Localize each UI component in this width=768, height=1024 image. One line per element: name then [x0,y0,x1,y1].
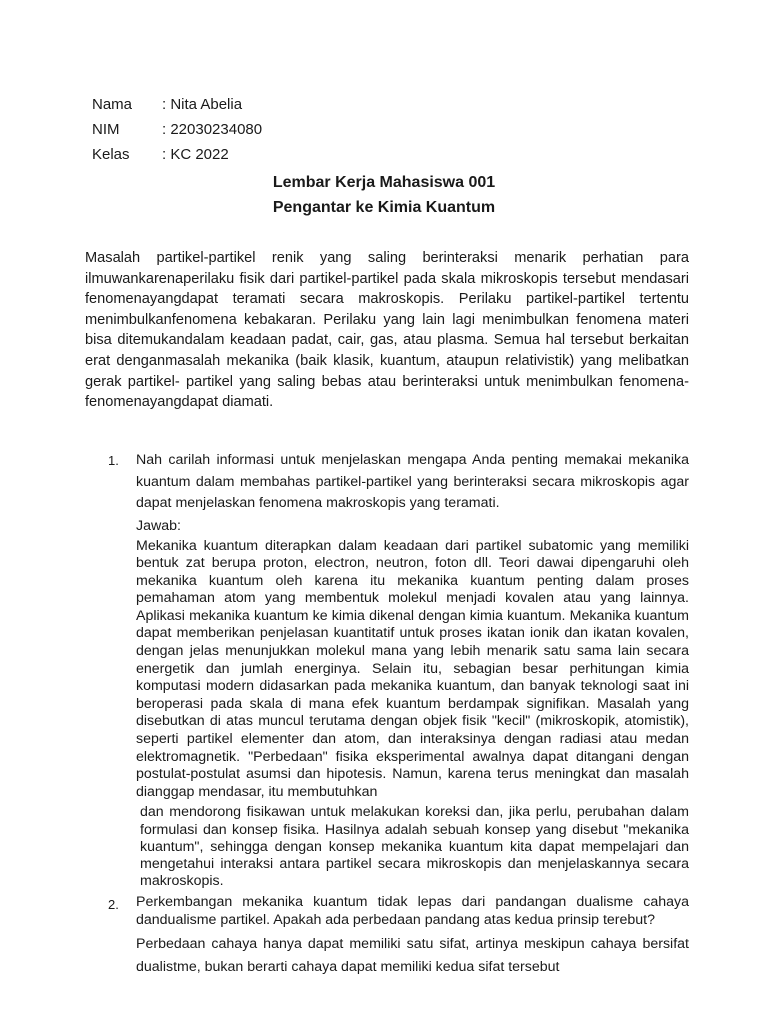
document-title [0,170,768,220]
answer-text: Perbedaan cahaya hanya dapat memiliki satu sifat, artinya meskipun cahaya bersifat dualistme, bukan berarti cahaya dapat memiliki kedua sifat tersebut [136,936,689,975]
identity-value: : KC 2022 [162,146,229,163]
intro-paragraph: Masalah partikel-partikel renik yang saling berinteraksi menarik perhatian para ilmuwankarenaperilaku fisik dari partikel-partikel pada skala mikroskopis tersebut mendasari fenomenayangdapat teramati secara makroskopis. Perilaku partikel-partikel tertentu menimbulkanfenomena kebakaran. Perilaku yang lain lagi menimbulkan fenomena materi bisa ditemukandalam keadaan padat, cair, gas, atau plasma. Semua hal tersebut berkaitan erat denganmasalah mekanika (baik klasik, kuantum, ataupun relativistik) yang melibatkan gerak partikel- partikel yang saling bebas atau berinteraksi untuk menimbulkan fenomena-fenomenayangdapat diamati. [85,250,689,411]
question-body [136,894,689,978]
question-item-2 [108,894,689,978]
identity-label: Kelas [92,146,130,163]
question-number: 2. [108,897,119,913]
identity-row-nama [92,92,262,117]
answer-text: Mekanika kuantum diterapkan dalam keadaan dari partikel subatomic yang memiliki bentuk zat berupa proton, electron, neutron, foton dll. Teori dawai dipengaruhi oleh mekanika kuantum oleh karena itu mekanika kuantum penting dalam proses pemahaman atom yang membentuk molekul menjadi kovalen atau yang lainnya. Aplikasi mekanika kuantum ke kimia dikenal dengan kimia kuantum. Mekanika kuantum dapat memberikan penjelasan kuantitatif untuk proses ikatan ionik dan ikatan kovalen, dengan jelas menunjukkan molekul mana yang lebih menarik satu sama lain secara energetik dan jumlah energinya. Selain itu, sebagian besar perhitungan kimia komputasi modern didasarkan pada mekanika kuantum, dan banyak teknologi saat ini beroperasi pada skala di mana efek kuantum berdampak signifikan. Masalah yang disebutkan di atas muncul terutama dengan objek fisik "kecil" (mikroskopik, atomistik), seperti partikel elementer dan atom, dan interaksinya dengan radiasi atau medan elektromagnetik. "Perbedaan" fisika eksperimental awalnya dapat ditangani dengan postulat-postulat asumsi dan hipotesis. Namun, karena terus meningkat dan masalah dianggap mendasar, itu membutuhkan [136,537,689,800]
answer-label: Jawab: [136,517,181,534]
answer-continuation: dan mendorong fisikawan untuk melakukan koreksi dan, jika perlu, perubahan dalam formulasi dan konsep fisika. Hasilnya adalah sebuah konsep yang disebut "mekanika kuantum", sehingga dengan konsep mekanika kuantum kita dapat mempelajari dan mengetahui interaksi antara partikel secara mikroskopis dan menjelaskannya secara makroskopis. [140,804,689,890]
title-line-2: Pengantar ke Kimia Kuantum [272,199,496,216]
identity-value: : Nita Abelia [162,96,243,113]
identity-label: Nama [92,96,133,113]
question-list [108,450,689,978]
student-identity [92,92,262,167]
identity-value: : 22030234080 [162,121,263,138]
identity-label: NIM [92,121,120,138]
question-item-1 [108,450,689,890]
question-body [136,450,689,890]
question-number: 1. [108,453,119,468]
question-text: Nah carilah informasi untuk menjelaskan mengapa Anda penting memakai mekanika kuantum dalam membahas partikel-partikel yang berinteraksi secara mikroskopis agar dapat menjelaskan fenomena makroskopis yang teramati. [136,452,689,511]
question-text: Perkembangan mekanika kuantum tidak lepas dari pandangan dualisme cahaya dandualisme partikel. Apakah ada perbedaan pandang atas kedua prinsip terebut? [136,894,689,928]
title-line-1: Lembar Kerja Mahasiswa 001 [272,174,496,191]
identity-row-nim [92,117,262,142]
identity-row-kelas [92,142,262,167]
